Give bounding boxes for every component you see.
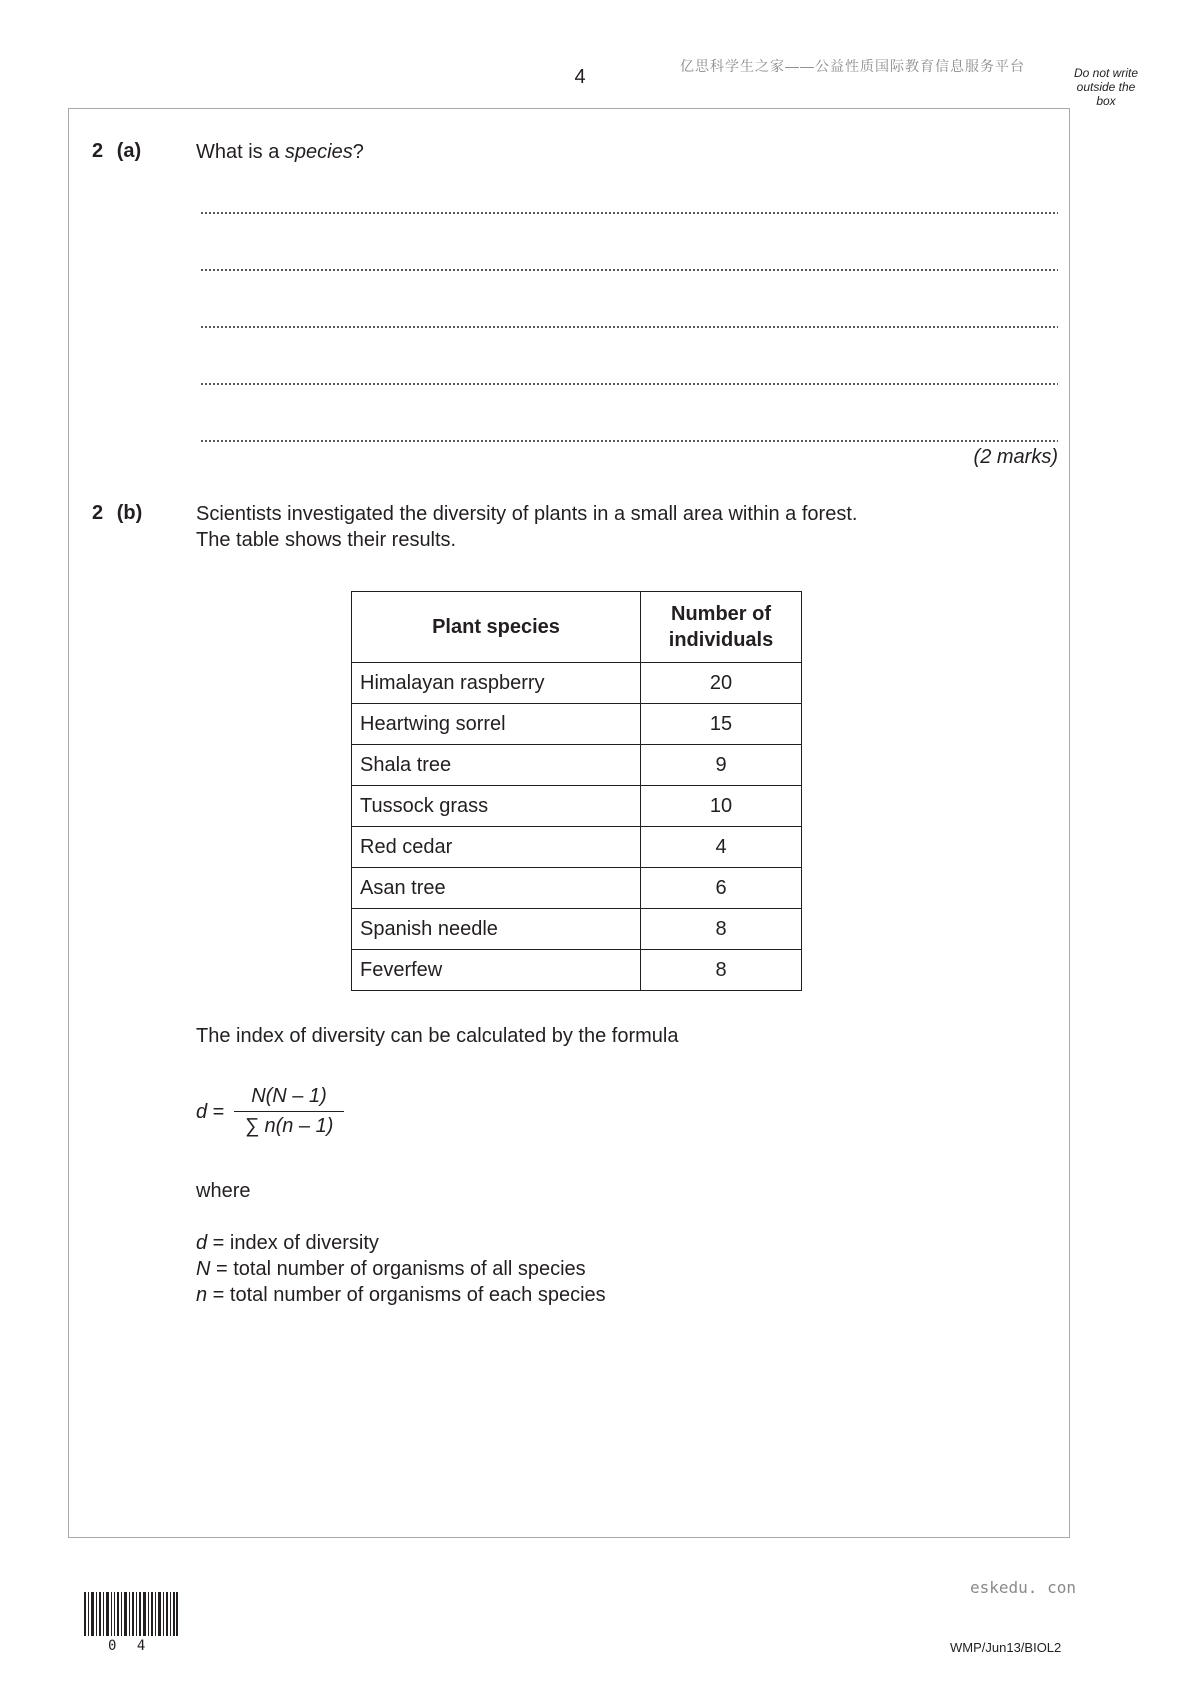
species-cell: Spanish needle [352, 909, 641, 950]
formula-intro: The index of diversity can be calculated by the formula [196, 1025, 679, 1047]
table-row [352, 950, 802, 991]
plant-species-table [351, 591, 802, 991]
answer-line-4[interactable] [200, 383, 1058, 385]
species-cell: Tussock grass [352, 786, 641, 827]
question-2b-intro [196, 501, 857, 553]
page-number: 4 [574, 66, 586, 88]
count-cell: 6 [641, 868, 802, 909]
count-cell: 8 [641, 909, 802, 950]
definition-n [196, 1282, 606, 1308]
definition-text: = total number of organisms of all species [210, 1258, 586, 1280]
count-cell: 8 [641, 950, 802, 991]
table-row [352, 909, 802, 950]
table-row [352, 786, 802, 827]
formula-lhs: d [196, 1101, 208, 1123]
column-header-species: Plant species [352, 592, 641, 663]
question-part: (a) [116, 140, 142, 162]
question-number-2b [92, 502, 142, 525]
answer-line-3[interactable] [200, 326, 1058, 328]
count-cell: 15 [641, 704, 802, 745]
answer-line-1[interactable] [200, 212, 1058, 214]
count-cell: 20 [641, 663, 802, 704]
barcode-number: 0 4 [108, 1638, 152, 1654]
table-row [352, 745, 802, 786]
question-2a-text [196, 139, 364, 165]
answer-line-5[interactable] [200, 440, 1058, 442]
watermark-text: 亿思科学生之家——公益性质国际教育信息服务平台 [680, 58, 1025, 74]
question-part: (b) [116, 502, 143, 524]
answer-line-2[interactable] [200, 269, 1058, 271]
table-row [352, 827, 802, 868]
formula-denominator: ∑ n(n – 1) [244, 1115, 334, 1137]
margin-note: Do not write outside the box [1073, 66, 1139, 108]
table-row [352, 868, 802, 909]
formula-numerator: N(N – 1) [251, 1085, 327, 1107]
definition-symbol: N [196, 1258, 211, 1280]
where-label: where [196, 1180, 251, 1202]
species-cell: Heartwing sorrel [352, 704, 641, 745]
formula-equals: = [207, 1101, 225, 1123]
question-2a-pre: What is a [196, 141, 285, 163]
definition-d [196, 1230, 606, 1256]
question-number-2a [92, 140, 141, 163]
fraction-bar [234, 1111, 344, 1112]
species-cell: Red cedar [352, 827, 641, 868]
species-cell: Feverfew [352, 950, 641, 991]
table-row [352, 663, 802, 704]
question-number: 2 [92, 502, 104, 524]
count-cell: 9 [641, 745, 802, 786]
paper-code: WMP/Jun13/BIOL2 [950, 1640, 1062, 1655]
definitions-list [196, 1230, 606, 1308]
species-cell: Asan tree [352, 868, 641, 909]
count-cell: 10 [641, 786, 802, 827]
question-2a-em: species [284, 141, 353, 163]
definition-symbol: n [196, 1284, 208, 1306]
question-number: 2 [92, 140, 104, 162]
barcode-icon [84, 1592, 178, 1636]
formula-fraction [234, 1085, 344, 1138]
definition-text: = total number of organisms of each species [207, 1284, 606, 1306]
column-header-count: Number of individuals [641, 592, 802, 663]
marks-2a: (2 marks) [973, 446, 1058, 468]
question-2a-post: ? [352, 141, 364, 163]
count-cell: 4 [641, 827, 802, 868]
table-header-row [352, 592, 802, 663]
definition-symbol: d [196, 1232, 208, 1254]
species-cell: Shala tree [352, 745, 641, 786]
species-cell: Himalayan raspberry [352, 663, 641, 704]
intro-line-2: The table shows their results. [196, 529, 457, 551]
definition-N [196, 1256, 606, 1282]
intro-line-1: Scientists investigated the diversity of plants in a small area within a forest. [196, 503, 858, 525]
footer-site: eskedu. con [970, 1578, 1076, 1597]
definition-text: = index of diversity [207, 1232, 379, 1254]
table-row [352, 704, 802, 745]
